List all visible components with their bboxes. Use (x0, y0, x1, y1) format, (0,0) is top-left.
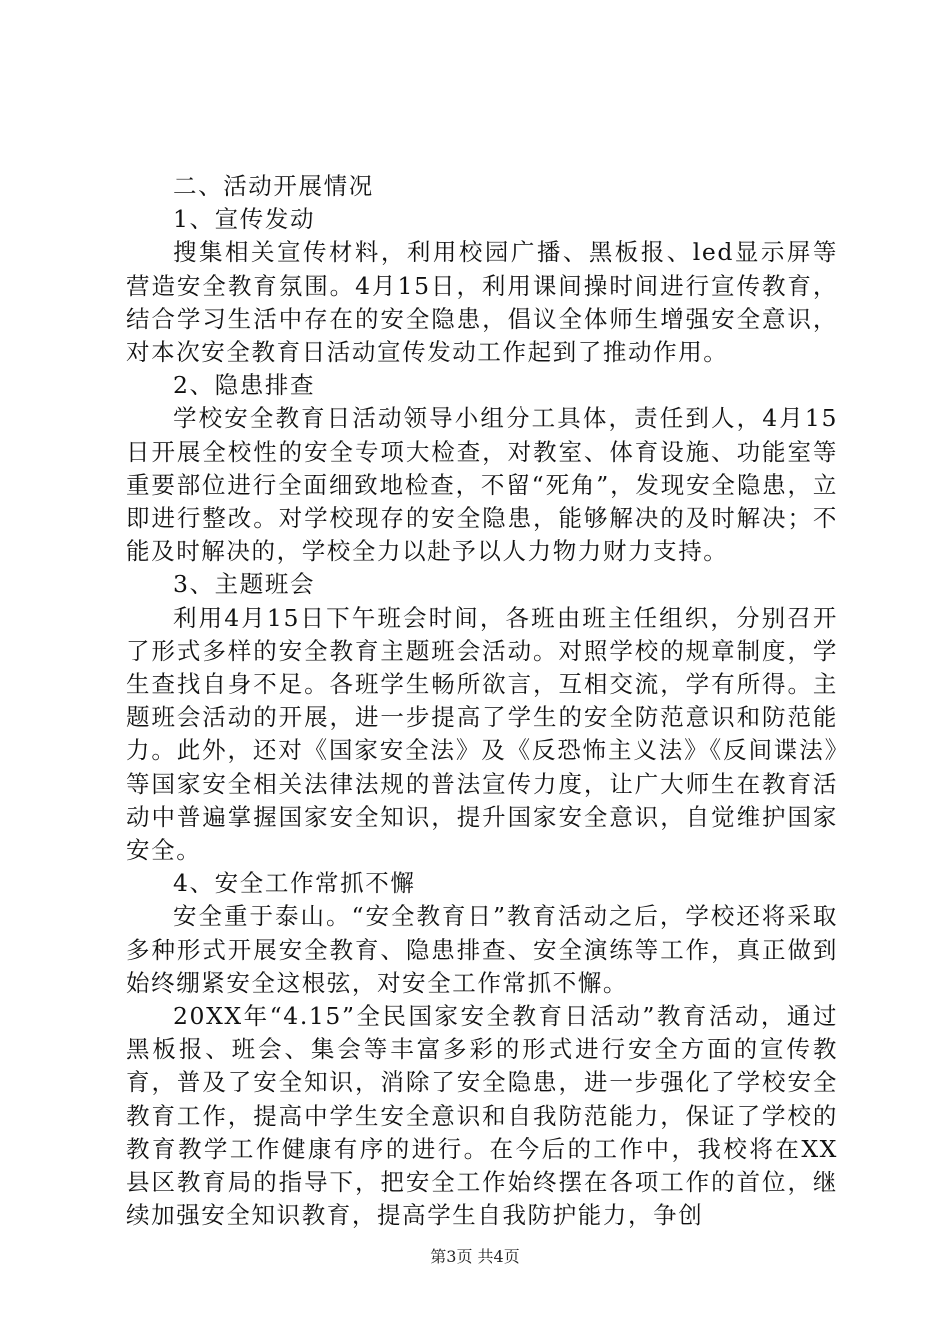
section-heading-activities: 二、活动开展情况 (173, 172, 374, 200)
paragraph-class-meeting: 利用4月15日下午班会时间，各班由班主任组织，分别召开了形式多样的安全教育主题班会活动。对照学校的规章制度，学生查找自身不足。各班学生畅所欲言，互相交流，学有所得。主题班会活动的开展，进一步提高了学生的安全防范意识和防范能力。此外，还对《国家安全法》及《反恐怖主义法》《反间谍法》等国家安全相关法律法规的普法宣传力度，让广大师生在教育活动中普遍掌握国家安全知识，提升国家安全意识，自觉维护国家安全。 (126, 603, 838, 865)
subheading-publicity: 1、宣传发动 (173, 205, 316, 234)
paragraph-summary: 20XX年“4.15”全民国家安全教育日活动”教育活动，通过黑板报、班会、集会等丰富多彩的形式进行安全方面的宣传教育，普及了安全知识，消除了安全隐患，进一步强化了学校安全教育工作，提高中学生安全意识和自我防范能力，保证了学校的教育教学工作健康有序的进行。在今后的工作中，我校将在XX县区教育局的指导下，把安全工作始终摆在各项工作的首位，继续加强安全知识教育，提高学生自我防护能力，争创 (126, 1002, 838, 1230)
document-body (126, 170, 838, 1233)
paragraph-safety-work: 安全重于泰山。“安全教育日”教育活动之后，学校还将采取多种形式开展安全教育、隐患排查、安全演练等工作，真正做到始终绷紧安全这根弦，对安全工作常抓不懈。 (126, 902, 838, 997)
paragraph-hazard-inspection: 学校安全教育日活动领导小组分工具体，责任到人，4月15日开展全校性的安全专项大检查，对教室、体育设施、功能室等重要部位进行全面细致地检查，不留“死角”，发现安全隐患，立即进行整改。对学校现存的安全隐患，能够解决的及时解决；不能及时解决的，学校全力以赴予以人力物力财力支持。 (126, 404, 838, 566)
subheading-safety-work: 4、安全工作常抓不懈 (173, 869, 416, 898)
page-number-footer: 第3页 共4页 (430, 1247, 520, 1266)
subheading-hazard-inspection: 2、隐患排查 (173, 371, 316, 400)
paragraph-publicity: 搜集相关宣传材料，利用校园广播、黑板报、led显示屏等营造安全教育氛围。4月15日，利用课间操时间进行宣传教育，结合学习生活中存在的安全隐患，倡议全体师生增强安全意识，对本次安全教育日活动宣传发动工作起到了推动作用。 (126, 238, 838, 367)
subheading-class-meeting: 3、主题班会 (173, 570, 316, 599)
